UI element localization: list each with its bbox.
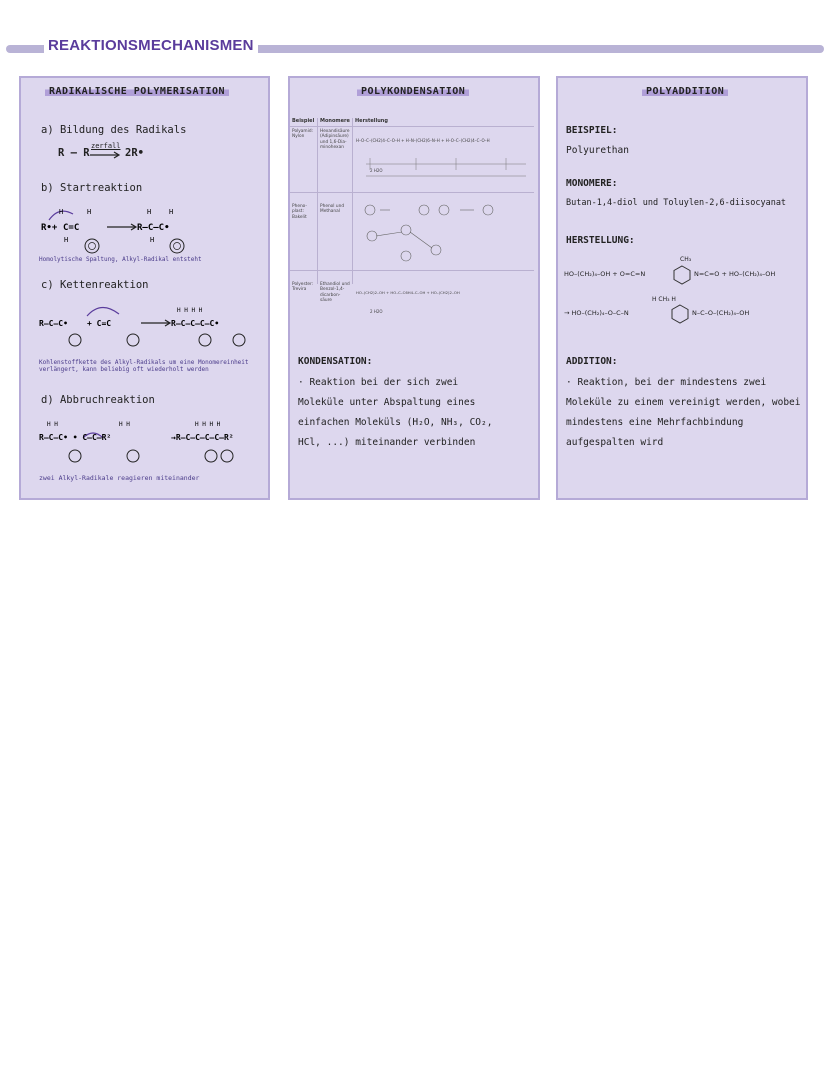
herstellung-label: HERSTELLUNG: <box>566 235 635 246</box>
svg-text:+ C=C: + C=C <box>87 319 112 328</box>
svg-text:H: H <box>150 236 155 244</box>
equation-2-top: H CH₃ H <box>652 296 676 303</box>
svg-text:H H H H: H H H H <box>195 421 221 428</box>
svg-text:R–C–C•: R–C–C• <box>39 319 68 328</box>
step-d-note: zwei Alkyl-Radikale reagieren miteinander <box>39 474 200 482</box>
benzene-ring-icon <box>670 303 690 325</box>
bakelit-structure <box>356 198 531 270</box>
nylon-structure <box>356 148 531 188</box>
table-cell: H–O–C–(CH2)4–C–O–H + H–N–(CH2)6–N–H + H–O–C–(CH2)4–C–O–H <box>356 138 490 143</box>
startreaktion-structure <box>37 202 217 257</box>
step-a-heading: a) Bildung des Radikals <box>41 124 187 136</box>
monomere-value: Butan-1,4-diol und Toluylen-2,6-diisocyanat <box>566 198 787 208</box>
table-cell: Hexandisäure (Adipinsäure) und 1,6-Dia- minohexan <box>320 129 350 150</box>
step-b-heading: b) Startreaktion <box>41 182 143 194</box>
svg-text:H: H <box>169 208 174 216</box>
table-cell: Phenol und Methanal <box>320 204 345 215</box>
svg-text:H H: H H <box>47 421 58 428</box>
table-cell: Ethandiol und Benzol-1,4- dicarbon- säure <box>320 282 350 303</box>
step-a-formula-left: R – R <box>58 147 90 159</box>
table-header: Herstellung <box>355 118 388 124</box>
table-cell: HO–(CH2)2–OH + HO–C–C6H4–C–OH + HO–(CH2)2–OH <box>356 290 460 295</box>
svg-text:R–C–C• • C–C–R²: R–C–C• • C–C–R² <box>39 433 112 442</box>
equation-1-methyl: CH₃ <box>680 256 692 263</box>
equation-2-right: N–C–O–(CH₂)₄–OH <box>692 309 750 317</box>
step-c-note: Kohlenstoffkette des Alkyl-Radikals um eine Monomereinheit verlängert, kann beliebig oft wiederholt werden <box>39 359 249 373</box>
card-title: POLYKONDENSATION <box>357 85 469 98</box>
benzene-ring-icon <box>672 264 692 286</box>
addition-heading: ADDITION: <box>566 356 618 367</box>
addition-text: · Reaktion, bei der mindestens zwei Moleküle zu einem vereinigt werden, wobei mindestens eine Mehrfachbindung aufgespalten wird <box>566 377 801 448</box>
card-polykondensation <box>288 76 540 500</box>
svg-text:R–C–C•: R–C–C• <box>137 223 170 233</box>
table-header: Beispiel <box>292 118 315 124</box>
monomere-label: MONOMERE: <box>566 178 618 189</box>
step-b-note: Homolytische Spaltung, Alkyl-Radikal entsteht <box>39 256 202 263</box>
table-cell: Polyamid: Nylon <box>292 129 313 140</box>
card-title: POLYADDITION <box>642 85 728 98</box>
beispiel-label: BEISPIEL: <box>566 125 618 136</box>
table-cell: Polyester: Trevira <box>292 282 314 293</box>
table-header: Monomere <box>320 118 350 124</box>
card-polyaddition <box>556 76 808 500</box>
table-cell: Pheno- plast: Bakelit <box>292 204 307 220</box>
svg-text:→R–C–C–C–C–R²: →R–C–C–C–C–R² <box>171 433 234 442</box>
equation-1-right: N=C=O + HO–(CH₂)₄–OH <box>694 270 776 278</box>
step-a-arrow-label: zerfall <box>91 142 121 150</box>
equation-1-left: HO–(CH₂)₄–OH + O=C=N <box>564 270 646 278</box>
svg-text:H: H <box>64 236 69 244</box>
kettenreaktion-structure <box>37 300 262 350</box>
kondensation-heading: KONDENSATION: <box>298 356 373 367</box>
beispiel-value: Polyurethan <box>566 145 629 156</box>
svg-text:R–C–C–C–C•: R–C–C–C–C• <box>171 319 220 328</box>
card-title: RADIKALISCHE POLYMERISATION <box>45 85 229 98</box>
equation-2-left: → HO–(CH₂)₄–O–C–N <box>564 309 629 317</box>
svg-text:H H H H: H H H H <box>177 307 203 314</box>
kondensation-text: · Reaktion bei der sich zwei Moleküle unter Abspaltung eines einfachen Moleküls (H₂O, NH₃, CO₂, HCl, ...) miteinander verbinden <box>298 377 493 448</box>
step-c-heading: c) Kettenreaktion <box>41 279 149 291</box>
svg-text:H H: H H <box>119 421 130 428</box>
step-d-heading: d) Abbruchreaktion <box>41 394 155 406</box>
svg-text:R•+: R•+ <box>41 223 58 233</box>
svg-text:H: H <box>87 208 92 216</box>
reaction-arrow <box>88 151 124 159</box>
table-cell: 2 H2O <box>370 168 383 173</box>
step-a-formula-right: 2R• <box>125 147 144 159</box>
page-title: REAKTIONSMECHANISMEN <box>44 37 258 54</box>
card-radikalische-polymerisation <box>19 76 270 500</box>
table-cell: 2 H2O <box>370 309 383 314</box>
abbruchreaktion-structure <box>37 416 267 471</box>
svg-text:H: H <box>59 208 64 216</box>
svg-text:C=C: C=C <box>63 223 80 233</box>
svg-text:H: H <box>147 208 152 216</box>
